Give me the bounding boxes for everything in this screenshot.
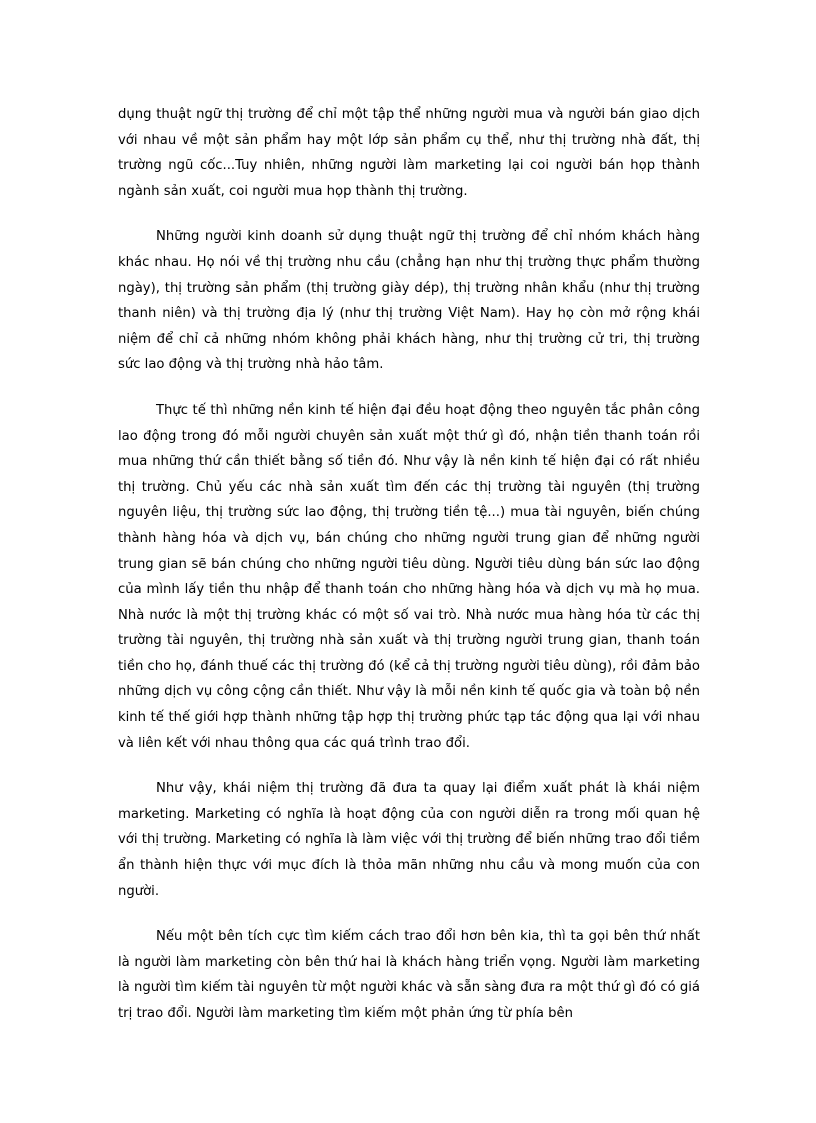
paragraph-2: Những người kinh doanh sử dụng thuật ngữ thị trường để chỉ nhóm khách hàng khác nhau. Họ nói về thị trường nhu cầu (chẳng hạn như thị trường thực phẩm thường ngày), thị trường sản phẩm (thị trường giày dép), thị trường nhân khẩu (như thị trường thanh niên) và thị trường địa lý (như thị trường Việt Nam). Hay họ còn mở rộng khái niệm để chỉ cả những nhóm không phải khách hàng, như thị trường cử tri, thị trường sức lao động và thị trường nhà hảo tâm. — [118, 229, 700, 373]
paragraph-3: Thực tế thì những nền kinh tế hiện đại đều hoạt động theo nguyên tắc phân công lao động trong đó mỗi người chuyên sản xuất một thứ gì đó, nhận tiền thanh toán rồi mua những thứ cần thiết bằng số tiền đó. Như vậy là nền kinh tế hiện đại có rất nhiều thị trường. Chủ yếu các nhà sản xuất tìm đến các thị trường tài nguyên (thị trường nguyên liệu, thị trường sức lao động, thị trường tiền tệ...) mua tài nguyên, biến chúng thành hàng hóa và dịch vụ, bán chúng cho những người trung gian để những người trung gian sẽ bán chúng cho những người tiêu dùng. Người tiêu dùng bán sức lao động của mình lấy tiền thu nhập để thanh toán cho những hàng hóa và dịch vụ mà họ mua. Nhà nước là một thị trường khác có một số vai trò. Nhà nước mua hàng hóa từ các thị trường tài nguyên, thị trường nhà sản xuất và thị trường người trung gian, thanh toán tiền cho họ, đánh thuế các thị trường đó (kể cả thị trường người tiêu dùng), rồi đảm bảo những dịch vụ công cộng cần thiết. Như vậy là mỗi nền kinh tế quốc gia và toàn bộ nền kinh tế thế giới hợp thành những tập hợp thị trường phức tạp tác động qua lại với nhau và liên kết với nhau thông qua các quá trình trao đổi. — [118, 402, 700, 751]
paragraph-1: dụng thuật ngữ thị trường để chỉ một tập thể những người mua và người bán giao dịch với nhau về một sản phẩm hay một lớp sản phẩm cụ thể, như thị trường nhà đất, thị trường ngũ cốc...Tuy nhiên, những người làm marketing lại coi người bán họp thành ngành sản xuất, coi người mua họp thành thị trường. — [118, 107, 700, 199]
paragraph-5: Nếu một bên tích cực tìm kiếm cách trao đổi hơn bên kia, thì ta gọi bên thứ nhất là người làm marketing còn bên thứ hai là khách hàng triển vọng. Người làm marketing là người tìm kiếm tài nguyên từ một người khác và sẵn sàng đưa ra một thứ gì đó có giá trị trao đổi. Người làm marketing tìm kiếm một phản ứng từ phía bên — [118, 929, 700, 1021]
paragraph-4: Như vậy, khái niệm thị trường đã đưa ta quay lại điểm xuất phát là khái niệm marketing. Marketing có nghĩa là hoạt động của con người diễn ra trong mối quan hệ với thị trường. Marketing có nghĩa là làm việc với thị trường để biến những trao đổi tiềm ẩn thành hiện thực với mục đích là thỏa mãn những nhu cầu và mong muốn của con người. — [118, 781, 700, 899]
body-text — [118, 102, 700, 1027]
